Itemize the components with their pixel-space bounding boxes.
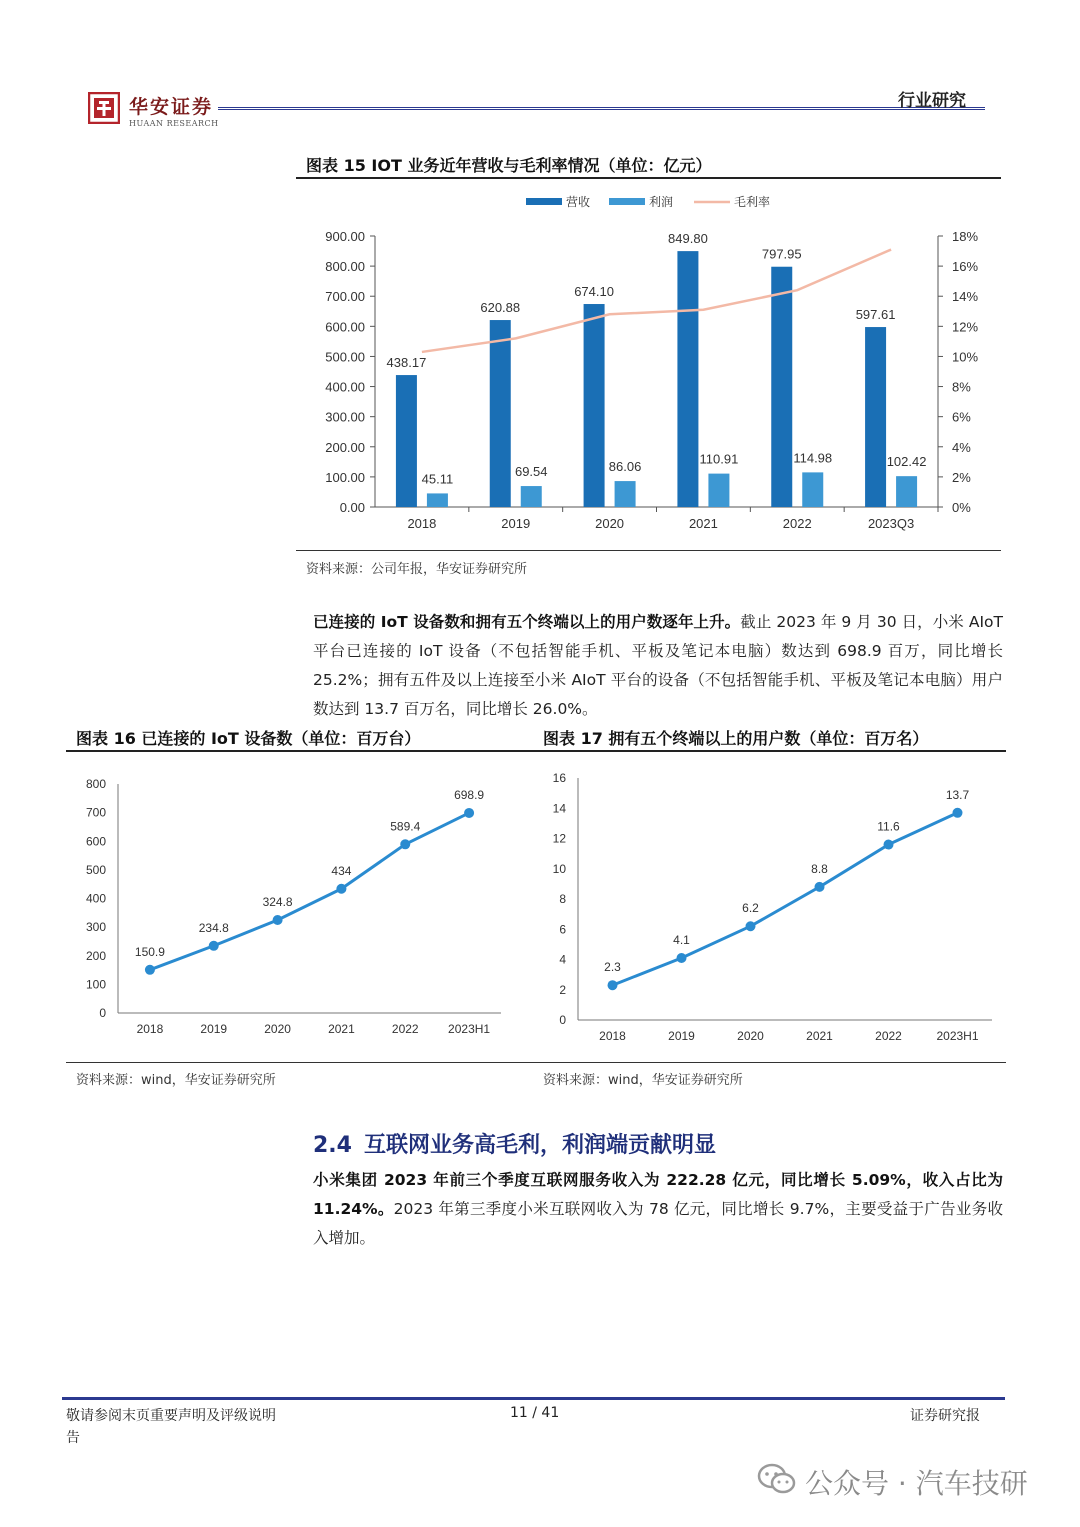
fig17-x-tick-label: 2022 bbox=[875, 1029, 902, 1043]
y-tick-label-right: 2% bbox=[952, 469, 971, 485]
legend-swatch-0 bbox=[526, 198, 562, 205]
y-tick-label-right: 6% bbox=[952, 409, 971, 425]
fig17-series-line bbox=[613, 813, 958, 985]
bar-revenue bbox=[771, 267, 792, 507]
fig17-data-label: 2.3 bbox=[604, 960, 621, 975]
bar-profit bbox=[896, 476, 917, 507]
fig17-data-label: 13.7 bbox=[945, 787, 970, 802]
fig17-data-point bbox=[677, 953, 687, 963]
fig17-y-tick-label: 16 bbox=[552, 771, 566, 785]
fig17-data-point bbox=[815, 882, 825, 892]
fig16-y-tick-label: 100 bbox=[85, 977, 106, 992]
fig17-y-tick-label: 14 bbox=[552, 801, 566, 816]
bar-revenue bbox=[677, 251, 698, 507]
y-tick-label-right: 18% bbox=[952, 229, 979, 244]
fig17-x-tick-label: 2021 bbox=[806, 1029, 833, 1043]
y-tick-label-right: 14% bbox=[952, 289, 979, 305]
paragraph-iot-devices bbox=[313, 608, 1003, 724]
fig17-data-label: 4.1 bbox=[673, 932, 690, 947]
y-tick-label-right: 0% bbox=[952, 500, 971, 515]
fig17-y-tick-label: 8 bbox=[559, 892, 566, 906]
footer-disclaimer bbox=[66, 1405, 326, 1449]
y-tick-label-left: 0.00 bbox=[339, 500, 365, 515]
fig16-y-tick-label: 700 bbox=[85, 805, 106, 820]
page-number: 11 / 41 bbox=[510, 1405, 560, 1421]
bar-profit bbox=[521, 486, 542, 507]
fig16-data-label: 434 bbox=[331, 863, 352, 878]
fig17-y-tick-label: 6 bbox=[559, 922, 566, 937]
y-tick-label-left: 100.00 bbox=[325, 469, 365, 485]
fig16-x-tick-label: 2019 bbox=[200, 1022, 228, 1036]
paragraph-iot-devices-body: 截止 2023 年 9 月 30 日，小米 AIoT 平台已连接的 IoT 设备（不包括智能手机、平板及笔记本电脑）数达到 698.9 百万，同比增长 25.2%；拥有五件及以上连接至小米 AIoT 平台的设备（不包括智能手机、平板及笔记本电脑）用户数达到 13.7 百万名，同比增长 26.0%。 bbox=[313, 613, 1003, 718]
fig17-x-tick-label: 2018 bbox=[599, 1029, 626, 1043]
x-tick-label: 2019 bbox=[501, 516, 531, 531]
bar-revenue-label: 597.61 bbox=[855, 307, 896, 323]
fig16-y-tick-label: 600 bbox=[85, 834, 106, 849]
fig16-data-label: 324.8 bbox=[262, 895, 293, 910]
paragraph-internet-lead: 小米集团 2023 年前三个季度互联网服务收入为 222.28 亿元，同比增长 5.09%，收入占比为 11.24%。 bbox=[313, 1171, 1003, 1218]
report-category: 行业研究 bbox=[898, 91, 966, 111]
y-tick-label-left: 600.00 bbox=[325, 319, 365, 335]
bar-profit bbox=[802, 472, 823, 507]
y-tick-label-left: 700.00 bbox=[325, 289, 365, 305]
y-tick-label-left: 300.00 bbox=[325, 409, 365, 425]
x-tick-label: 2020 bbox=[595, 516, 625, 531]
header-divider-2 bbox=[218, 109, 985, 110]
company-name-en: HUAAN RESEARCH bbox=[129, 119, 219, 128]
figure-16-source: 资料来源：wind，华安证券研究所 bbox=[76, 1073, 276, 1088]
y-tick-label-left: 900.00 bbox=[325, 229, 365, 244]
fig16-data-label: 150.9 bbox=[134, 944, 165, 959]
fig17-y-tick-label: 12 bbox=[552, 831, 566, 846]
fig17-x-tick-label: 2020 bbox=[737, 1029, 764, 1043]
watermark-text: 公众号 · 汽车技研 bbox=[805, 1467, 1028, 1500]
x-tick-label: 2023Q3 bbox=[867, 516, 915, 531]
bar-revenue bbox=[865, 327, 886, 507]
fig17-data-label: 6.2 bbox=[742, 901, 759, 916]
y-tick-label-left: 500.00 bbox=[325, 349, 365, 365]
fig16-y-tick-label: 500 bbox=[85, 862, 106, 877]
x-tick-label: 2022 bbox=[782, 516, 812, 531]
figure-17-title: 图表 17 拥有五个终端以上的用户数（单位：百万名） bbox=[543, 729, 929, 748]
bar-revenue bbox=[584, 304, 605, 507]
fig16-x-tick-label: 2022 bbox=[391, 1022, 419, 1036]
bar-revenue-label: 674.10 bbox=[574, 284, 614, 300]
wechat-icon bbox=[757, 1463, 797, 1495]
bar-revenue-label: 797.95 bbox=[761, 246, 802, 262]
bar-profit-label: 110.91 bbox=[699, 451, 739, 467]
legend-label-0: 营收 bbox=[566, 195, 591, 209]
paragraph-internet-body: 2023 年第三季度小米互联网收入为 78 亿元，同比增长 9.7%，主要受益于广告业务收入增加。 bbox=[313, 1200, 1003, 1247]
fig17-data-label: 11.6 bbox=[877, 819, 900, 834]
fig17-x-tick-label: 2023H1 bbox=[936, 1029, 979, 1043]
section-title: 互联网业务高毛利，利润端贡献明显 bbox=[363, 1133, 716, 1158]
bar-revenue-label: 849.80 bbox=[668, 231, 708, 247]
section-number: 2.4 bbox=[313, 1133, 352, 1158]
figure-15-bottom-rule bbox=[296, 550, 1001, 551]
figure-16-title: 图表 16 已连接的 IoT 设备数（单位：百万台） bbox=[76, 729, 421, 748]
bar-profit bbox=[708, 474, 729, 507]
fig16-x-tick-label: 2018 bbox=[136, 1022, 164, 1036]
fig16-y-tick-label: 400 bbox=[85, 891, 106, 906]
y-tick-label-right: 12% bbox=[952, 319, 979, 335]
fig17-y-tick-label: 4 bbox=[559, 952, 566, 967]
fig16-data-point bbox=[273, 915, 283, 925]
fig16-y-tick-label: 200 bbox=[85, 948, 106, 963]
bar-profit-label: 86.06 bbox=[608, 459, 642, 475]
legend-label-1: 利润 bbox=[649, 195, 674, 209]
bar-revenue-label: 620.88 bbox=[480, 300, 521, 316]
figure-16-line-chart bbox=[66, 760, 526, 1050]
y-tick-label-right: 10% bbox=[952, 349, 979, 365]
footer-divider bbox=[62, 1397, 1005, 1400]
bar-profit-label: 102.42 bbox=[886, 454, 927, 470]
fig16-data-label: 234.8 bbox=[198, 920, 229, 935]
bar-profit bbox=[427, 493, 448, 507]
y-tick-label-left: 200.00 bbox=[325, 439, 365, 455]
fig17-data-point bbox=[953, 808, 963, 818]
bar-revenue-label: 438.17 bbox=[386, 355, 427, 371]
fig16-data-label: 589.4 bbox=[390, 819, 421, 834]
y-tick-label-right: 8% bbox=[952, 379, 971, 395]
x-tick-label: 2021 bbox=[688, 516, 718, 531]
legend-swatch-1 bbox=[609, 198, 645, 205]
figure-17-source: 资料来源：wind，华安证券研究所 bbox=[543, 1073, 743, 1088]
fig16-data-point bbox=[145, 965, 155, 975]
fig16-data-point bbox=[209, 941, 219, 951]
paragraph-iot-devices-lead: 已连接的 IoT 设备数和拥有五个终端以上的用户数逐年上升。 bbox=[313, 613, 741, 631]
fig16-data-point bbox=[400, 839, 410, 849]
figure-15-title: 图表 15 IOT 业务近年营收与毛利率情况（单位：亿元） bbox=[306, 156, 712, 175]
figure-15-top-rule bbox=[296, 177, 1001, 179]
fig17-data-label: 8.8 bbox=[811, 861, 828, 876]
bar-revenue bbox=[490, 320, 511, 507]
footer-report-type: 证券研究报 bbox=[910, 1408, 980, 1424]
fig16-data-point bbox=[336, 884, 346, 894]
x-tick-label: 2018 bbox=[407, 516, 437, 531]
bar-profit bbox=[615, 481, 636, 507]
y-tick-label-left: 800.00 bbox=[325, 259, 365, 275]
legend-label-2: 毛利率 bbox=[734, 195, 771, 209]
fig17-data-point bbox=[884, 840, 894, 850]
header-divider bbox=[218, 107, 985, 108]
y-tick-label-right: 16% bbox=[952, 259, 979, 275]
fig16-y-tick-label: 800 bbox=[85, 777, 106, 791]
section-heading bbox=[313, 1128, 716, 1159]
fig17-data-point bbox=[746, 921, 756, 931]
figure-17-line-chart bbox=[536, 760, 1006, 1050]
fig16-data-label: 698.9 bbox=[454, 787, 485, 802]
fig16-y-tick-label: 0 bbox=[99, 1006, 106, 1020]
figure-16-17-bottom-rule bbox=[66, 1062, 1006, 1063]
paragraph-internet-services bbox=[313, 1166, 1003, 1253]
bar-revenue bbox=[396, 375, 417, 507]
figure-15-source: 资料来源：公司年报，华安证券研究所 bbox=[306, 562, 528, 577]
fig17-x-tick-label: 2019 bbox=[668, 1029, 695, 1043]
figure-16-17-top-rule bbox=[66, 750, 1006, 752]
fig16-series-line bbox=[150, 813, 469, 970]
fig17-y-tick-label: 0 bbox=[559, 1013, 566, 1027]
bar-profit-label: 114.98 bbox=[793, 450, 833, 466]
fig16-data-point bbox=[464, 808, 474, 818]
footer-disclaimer-line2: 告 bbox=[66, 1430, 80, 1446]
fig16-x-tick-label: 2023H1 bbox=[448, 1022, 491, 1036]
y-tick-label-right: 4% bbox=[952, 439, 971, 455]
bar-profit-label: 69.54 bbox=[514, 464, 548, 480]
footer-disclaimer-line1: 敬请参阅末页重要声明及评级说明 bbox=[66, 1408, 276, 1424]
fig17-y-tick-label: 10 bbox=[552, 861, 566, 876]
company-name: 华安证券 bbox=[129, 96, 214, 118]
fig17-data-point bbox=[608, 980, 618, 990]
fig16-x-tick-label: 2020 bbox=[264, 1022, 291, 1036]
figure-15-bar-line-chart bbox=[296, 182, 1001, 547]
bar-profit-label: 45.11 bbox=[421, 471, 454, 487]
y-tick-label-left: 400.00 bbox=[325, 379, 365, 395]
fig16-x-tick-label: 2021 bbox=[328, 1022, 355, 1036]
fig17-y-tick-label: 2 bbox=[559, 982, 566, 997]
company-logo-icon bbox=[88, 92, 120, 124]
fig16-y-tick-label: 300 bbox=[85, 920, 106, 935]
